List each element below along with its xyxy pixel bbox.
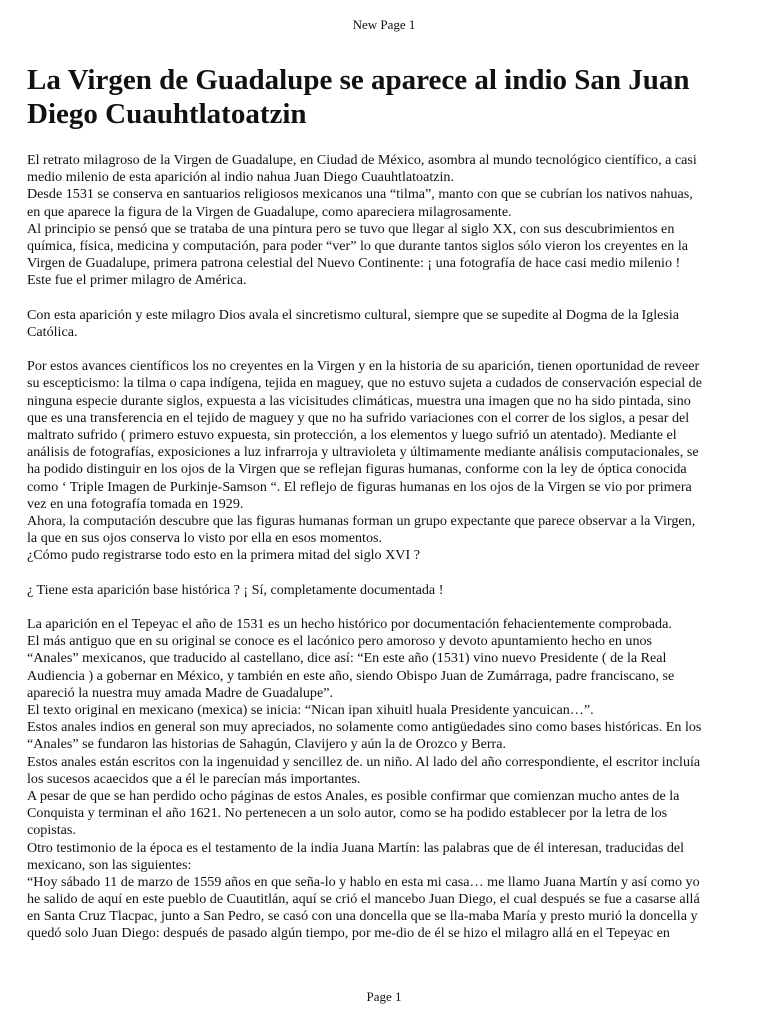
body-text-line: los sucesos acaecidos que a él le parecían más importantes.	[27, 770, 361, 787]
page-header-title: New Page 1	[352, 17, 416, 32]
body-text-line: ninguna especie durante siglos, expuesta a las vicisitudes climáticas, muestra una imagen que no ha sido pintada, sino	[27, 392, 691, 409]
body-text-line: “Anales” se fundaron las historias de Sahagún, Clavijero y aún la de Orozco y Berra.	[27, 736, 507, 753]
body-text-line: “Hoy sábado 11 de marzo de 1559 años en que seña-lo y hablo en esta mi casa… me llamo Juana Martín y así como yo	[27, 873, 700, 890]
title-line-1: La Virgen de Guadalupe se aparece al indio San Juan	[27, 64, 690, 96]
body-text-line: Audiencia ) a gobernar en México, y también en este año, siendo Obispo Juan de Zumárraga, padre franciscano, se	[27, 667, 675, 684]
body-text-line: El más antiguo que en su original se conoce es el lacónico pero amoroso y devoto apuntamiento hecho en unos	[27, 633, 653, 650]
body-text-line: Católica.	[27, 323, 78, 340]
body-text-line: Ahora, la computación descubre que las figuras humanas forman un grupo expectante que parece observar a la Virgen,	[27, 512, 696, 529]
body-text-line: Por estos avances científicos los no creyentes en la Virgen y en la historia de su aparición, tienen oportunidad de reveer	[27, 358, 700, 375]
body-text-line: la que en sus ojos conserva lo visto por ella en esos momentos.	[27, 530, 383, 547]
body-text-line: que es una transferencia en el tejido de maguey y que no ha sufrido variaciones con el correr de los siglos, a pesar del	[27, 409, 690, 426]
body-text-line: quedó solo Juan Diego: después de pasado algún tiempo, por me-dio de él se hizo el milagro allá en el Tepeyac en	[27, 925, 670, 942]
body-text-line: Conquista y terminan el año 1621. No pertenecen a un solo autor, como se ha podido establecer por la letra de los	[27, 805, 668, 822]
body-text-line: Con esta aparición y este milagro Dios avala el sincretismo cultural, siempre que se supedite al Dogma de la Iglesia	[27, 306, 680, 323]
body-text-line: “Anales” mexicanos, que traducido al castellano, dice así: “En este año (1531) vino nuevo Presidente ( de la Real	[27, 650, 667, 667]
body-text-line: su escepticismo: la tilma o capa indígena, tejida en maguey, que no estuvo sujeta a cudados de conservación especial de	[27, 375, 702, 392]
body-text-line: ¿ Tiene esta aparición base histórica ? ¡ Sí, completamente documentada !	[27, 581, 444, 598]
body-text-line: como ‘ Triple Imagen de Purkinje-Samson “. El reflejo de figuras humanas en los ojos de la Virgen se vio por primera	[27, 478, 692, 495]
body-text-line: en que aparece la figura de la Virgen de Guadalupe, como apareciera milagrosamente.	[27, 203, 512, 220]
body-text-line: Desde 1531 se conserva en santuarios religiosos mexicanos una “tilma”, manto con que se cubrían los nativos nahuas,	[27, 186, 693, 203]
body-text-line: Al principio se pensó que se trataba de una pintura pero se tuvo que llegar al siglo XX, con sus descubrimientos en	[27, 220, 675, 237]
title-line-2: Diego Cuauhtlatoatzin	[27, 98, 307, 130]
body-text-line: química, física, medicina y computación, para poder “ver” lo que durante tantos siglos sólo vieron los creyentes en la	[27, 237, 689, 254]
document-body	[27, 152, 743, 943]
body-text-line: Este fue el primer milagro de América.	[27, 272, 247, 289]
blank-line	[27, 565, 743, 582]
document-title	[27, 63, 747, 131]
body-text-line: medio milenio de esta aparición al indio nahua Juan Diego Cuauhtlatoatzin.	[27, 169, 454, 186]
body-text-line: La aparición en el Tepeyac el año de 1531 es un hecho histórico por documentación fehacientemente comprobada.	[27, 616, 672, 633]
body-text-line: análisis de fotografías, exposiciones a luz infrarroja y ultravioleta y últimamente mediante análisis computacionales, se	[27, 444, 699, 461]
page-footer-number: Page 1	[366, 989, 402, 1004]
body-text-line: Otro testimonio de la época es el testamento de la india Juana Martín: las palabras que de él interesan, traducidas del	[27, 839, 685, 856]
body-text-line: copistas.	[27, 822, 76, 839]
body-text-line: ¿Cómo pudo registrarse todo esto en la primera mitad del siglo XVI ?	[27, 547, 420, 564]
body-text-line: ha podido distinguir en los ojos de la Virgen que se reflejan figuras humanas, conforme con la ley de óptica conocida	[27, 461, 687, 478]
body-text-line: A pesar de que se han perdido ocho páginas de estos Anales, es posible confirmar que comienzan mucho antes de la	[27, 787, 680, 804]
body-text-line: mexicano, son las siguientes:	[27, 856, 192, 873]
body-text-line: vez en una fotografía tomada en 1929.	[27, 495, 244, 512]
body-text-line: Estos anales están escritos con la ingenuidad y sencillez de. un niño. Al lado del año correspondiente, el escritor incluía	[27, 753, 701, 770]
body-text-line: he salido de aquí en este pueblo de Cuautitlán, aquí se crió el mancebo Juan Diego, el cual después se fue a casarse allá	[27, 891, 700, 908]
blank-line	[27, 599, 743, 616]
body-text-line: en Santa Cruz Tlacpac, junto a San Pedro, se casó con una doncella que se lla-maba María y presto murió la doncella y	[27, 908, 698, 925]
body-text-line: El retrato milagroso de la Virgen de Guadalupe, en Ciudad de México, asombra al mundo tecnológico científico, a casi	[27, 152, 697, 168]
body-text-line: El texto original en mexicano (mexica) se inicia: “Nican ipan xihuitl huala Presidente yancuican…”.	[27, 702, 594, 718]
body-text-line: Virgen de Guadalupe, primera patrona celestial del Nuevo Continente: ¡ una fotografía de hace casi medio milenio !	[27, 255, 681, 272]
body-text-line: apareció la nuestra muy amada Madre de Guadalupe”.	[27, 684, 334, 701]
blank-line	[27, 341, 743, 358]
body-text-line: Estos anales indios en general son muy apreciados, no solamente como antigüedades sino como bases históricas. En los	[27, 719, 702, 736]
body-text-line: maltrato sufrido ( primero estuvo expuesta, sin protección, a los elementos y luego sufrió un atentado). Mediante el	[27, 427, 677, 443]
blank-line	[27, 290, 743, 307]
